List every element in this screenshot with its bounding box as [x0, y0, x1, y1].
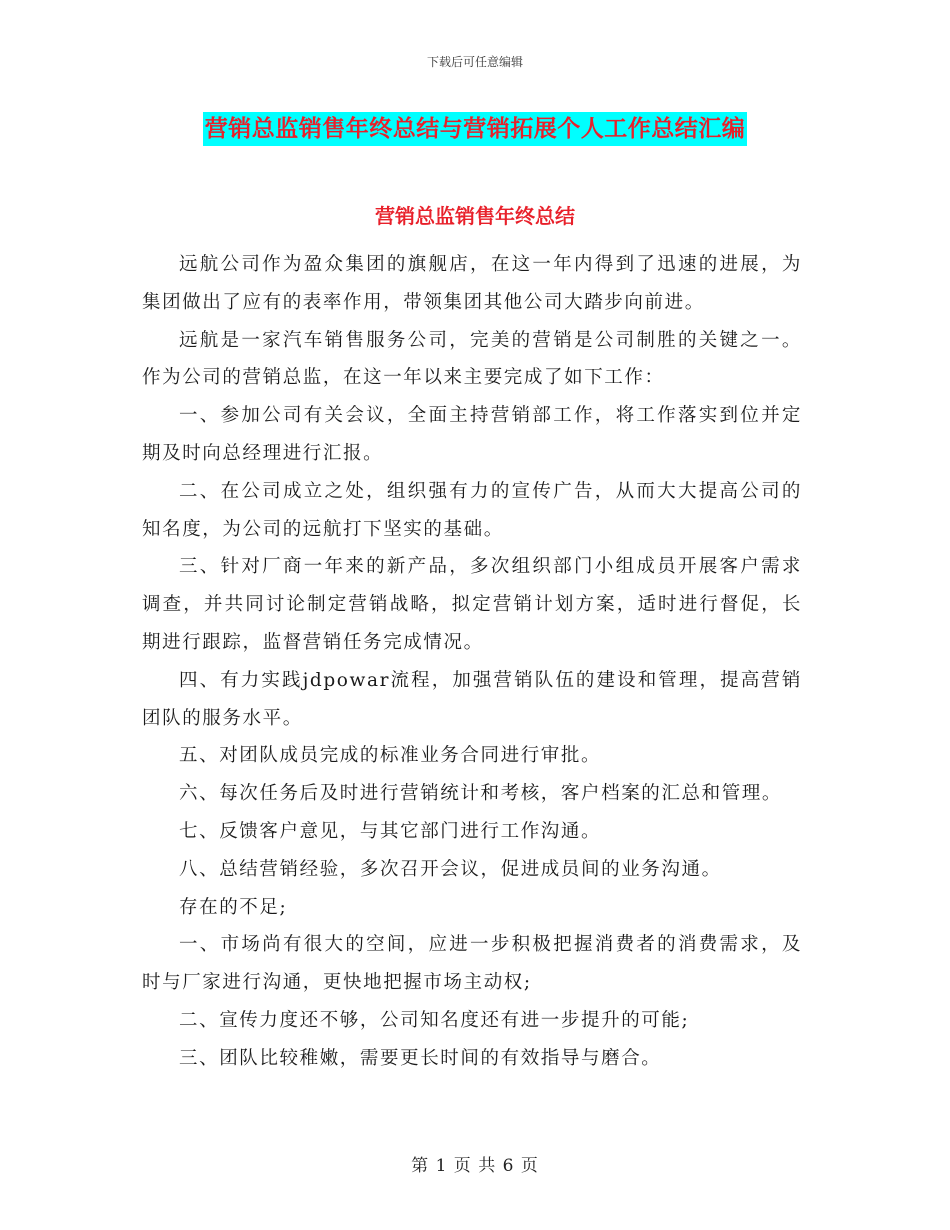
- paragraph: 八、总结营销经验，多次召开会议，促进成员间的业务沟通。: [179, 858, 722, 880]
- page-header-note: 下载后可任意编辑: [426, 55, 523, 69]
- paragraph: 二、宣传力度还不够，公司知名度还有进一步提升的可能;: [179, 1009, 690, 1031]
- section-title: 营销总监销售年终总结: [375, 204, 575, 228]
- paragraph: 远航是一家汽车销售服务公司，完美的营销是公司制胜的关键之一。作为公司的营销总监，在这一年以来主要完成了如下工作：: [142, 329, 802, 389]
- document-body: [142, 246, 802, 1078]
- paragraph: 一、市场尚有很大的空间，应进一步积极把握消费者的消费需求，及时与厂家进行沟通，更快地把握市场主动权;: [142, 934, 802, 994]
- page-number-footer: 第 1 页 共 6 页: [411, 1156, 539, 1176]
- paragraph: 存在的不足;: [179, 896, 288, 918]
- paragraph: 六、每次任务后及时进行营销统计和考核，客户档案的汇总和管理。: [179, 783, 783, 805]
- document-title: 营销总监销售年终总结与营销拓展个人工作总结汇编: [203, 112, 748, 146]
- paragraph: 四、有力实践jdpowar流程，加强营销队伍的建设和管理，提高营销团队的服务水平。: [142, 669, 802, 729]
- paragraph: 三、针对厂商一年来的新产品，多次组织部门小组成员开展客户需求调查，并共同讨论制定营销战略，拟定营销计划方案，适时进行督促，长期进行跟踪，监督营销任务完成情况。: [142, 556, 802, 653]
- paragraph: 远航公司作为盈众集团的旗舰店，在这一年内得到了迅速的进展，为集团做出了应有的表率作用，带领集团其他公司大踏步向前进。: [142, 254, 802, 313]
- paragraph: 二、在公司成立之处，组织强有力的宣传广告，从而大大提高公司的知名度，为公司的远航打下坚实的基础。: [142, 480, 802, 540]
- paragraph: 五、对团队成员完成的标准业务合同进行审批。: [179, 745, 602, 767]
- paragraph: 一、参加公司有关会议，全面主持营销部工作，将工作落实到位并定期及时向总经理进行汇报。: [142, 405, 802, 464]
- paragraph: 七、反馈客户意见，与其它部门进行工作沟通。: [179, 820, 602, 842]
- paragraph: 三、团队比较稚嫩，需要更长时间的有效指导与磨合。: [179, 1047, 662, 1069]
- document-title-container: [0, 112, 950, 146]
